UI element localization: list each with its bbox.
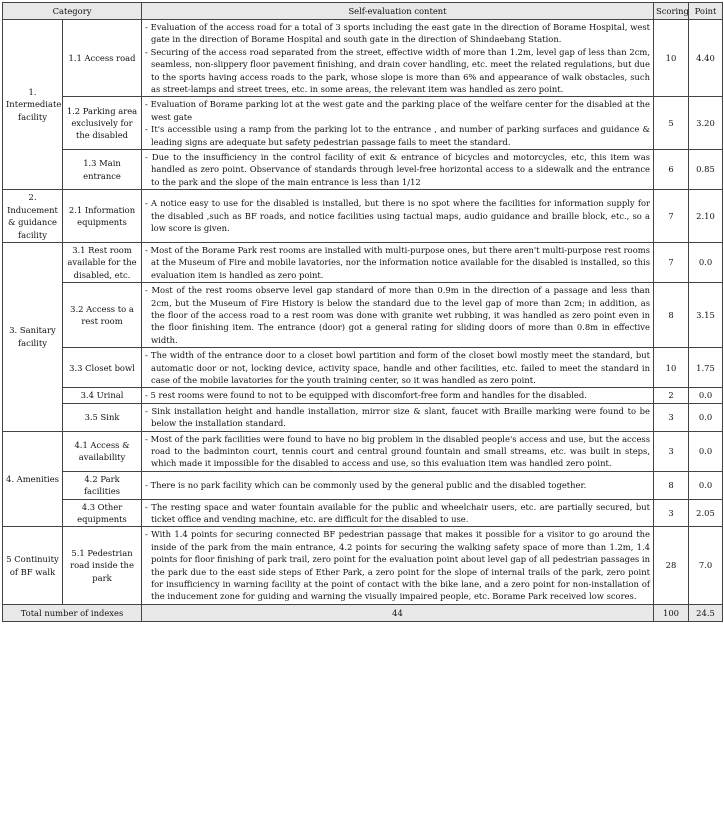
evaluation-content [142, 20, 654, 97]
point-value: 0.0 [689, 431, 723, 471]
point-value: 1.75 [689, 348, 723, 388]
evaluation-content [142, 431, 654, 471]
category-name: 4. Amenities [3, 431, 63, 527]
scoring-value: 6 [654, 150, 689, 190]
point-value: 4.40 [689, 20, 723, 97]
total-index-count: 44 [142, 604, 654, 621]
subcategory-name: 3.1 Rest room available for the disabled, etc. [63, 242, 142, 282]
point-value: 0.0 [689, 242, 723, 282]
table-row [3, 431, 723, 471]
subcategory-name: 3.3 Closet bowl [63, 348, 142, 388]
point-value: 0.0 [689, 388, 723, 403]
evaluation-item: - The resting space and water fountain available for the public and wheelchair users, etc. are partially secured, but ticket office and vending machine, etc. are difficult for the disabled to use. [145, 501, 650, 525]
subcategory-name: 3.5 Sink [63, 403, 142, 431]
table-row [3, 471, 723, 499]
evaluation-content [142, 242, 654, 282]
evaluation-item: - With 1.4 points for securing connected BF pedestrian passage that makes it possible for a visitor to go around the inside of the park from the main entrance, 4.2 points for securing the walking safety space of more than 1.2m, 1.4 points for floor finishing of park trail, zero point for the evaluation point about level gap of all pedestrian passages in the park due to the east side steps of Ether Park, a zero point for the slope of internal trails of the park, zero point for insufficiency in warning facility at the point of contact with the bike lane, and a zero point for non-installation of the inducement zone for guiding and warning the visually impaired people, etc. Borame Park received low scores. [145, 529, 650, 602]
subcategory-name: 3.2 Access to a rest room [63, 283, 142, 348]
subcategory-name: 1.2 Parking area exclusively for the disabled [63, 97, 142, 150]
scoring-value: 3 [654, 499, 689, 527]
evaluation-item: - Due to the insufficiency in the control facility of exit & entrance of bicycles and motorcycles, etc, this item was handled as zero point. Observance of standards through level-free horizontal access to a sidewalk and the entrance to the park and the slope of the main entrance is less than 1/12 [145, 152, 650, 187]
scoring-value: 3 [654, 403, 689, 431]
point-value: 0.0 [689, 403, 723, 431]
table-row [3, 388, 723, 403]
self-evaluation-table [2, 2, 723, 622]
header-content: Self-evaluation content [142, 3, 654, 20]
evaluation-content [142, 403, 654, 431]
evaluation-item: - Evaluation of the access road for a total of 3 sports including the east gate in the direction of Borame Hospital, west gate in the direction of Borame Hospital and south gate in the direction of Shindaebang Station. [145, 22, 650, 45]
scoring-value: 10 [654, 348, 689, 388]
evaluation-content [142, 190, 654, 243]
subcategory-name: 2.1 Information equipments [63, 190, 142, 243]
table-row [3, 499, 723, 527]
total-row [3, 604, 723, 621]
scoring-value: 7 [654, 190, 689, 243]
table-row [3, 348, 723, 388]
evaluation-item: - A notice easy to use for the disabled is installed, but there is no spot where the facilities for information supply for the disabled ,such as BF roads, and notice facilities using tactual maps, audio guidance and braille block, etc., so a low score is given. [145, 198, 650, 234]
point-value: 2.10 [689, 190, 723, 243]
evaluation-item: - Most of the park facilities were found to have no big problem in the disabled people's access and use, but the access road to the badminton court, tennis court and central ground fountain and small streams, etc. was built in steps, which made it impossible for the disabled to access and use, so this evaluation item was handled zero point. [145, 433, 650, 469]
table-row [3, 403, 723, 431]
evaluation-content [142, 388, 654, 403]
table-row [3, 283, 723, 348]
category-name: 1. Intermediate facility [3, 20, 63, 190]
scoring-value: 28 [654, 527, 689, 604]
header-row [3, 3, 723, 20]
total-scoring: 100 [654, 604, 689, 621]
table-row [3, 150, 723, 190]
subcategory-name: 1.3 Main entrance [63, 150, 142, 190]
category-name: 5 Continuity of BF walk [3, 527, 63, 604]
table-body [3, 20, 723, 605]
scoring-value: 5 [654, 97, 689, 150]
evaluation-item: - Sink installation height and handle installation, mirror size & slant, faucet with Braille marking were found to be below the installation standard. [145, 405, 650, 429]
scoring-value: 10 [654, 20, 689, 97]
evaluation-item: - It's accessible using a ramp from the parking lot to the entrance , and number of parking surfaces and guidance & leading signs are adequate but safety pedestrian passage fails to meet the standard. [145, 124, 650, 147]
evaluation-item: - There is no park facility which can be commonly used by the general public and the disabled together. [145, 480, 587, 491]
evaluation-item: - 5 rest rooms were found to not to be equipped with discomfort-free form and handles for the disabled. [145, 390, 587, 401]
evaluation-item: - The width of the entrance door to a closet bowl partition and form of the closet bowl mostly meet the standard, but automatic door or not, locking device, activity space, handle and other facilities, etc. failed to meet the standard in case of the mobile lavatories for the youth training center, so it was handled as zero point. [145, 350, 650, 385]
point-value: 3.15 [689, 283, 723, 348]
table-row [3, 20, 723, 97]
evaluation-content [142, 471, 654, 499]
point-value: 2.05 [689, 499, 723, 527]
total-label: Total number of indexes [3, 604, 142, 621]
subcategory-name: 4.2 Park facilities [63, 471, 142, 499]
category-name: 2. Inducement & guidance facility [3, 190, 63, 243]
subcategory-name: 4.3 Other equipments [63, 499, 142, 527]
scoring-value: 3 [654, 431, 689, 471]
scoring-value: 8 [654, 283, 689, 348]
point-value: 0.85 [689, 150, 723, 190]
header-scoring: Scoring [654, 3, 689, 20]
table-row [3, 527, 723, 604]
total-point: 24.5 [689, 604, 723, 621]
point-value: 7.0 [689, 527, 723, 604]
subcategory-name: 1.1 Access road [63, 20, 142, 97]
header-category: Category [3, 3, 142, 20]
subcategory-name: 5.1 Pedestrian road inside the park [63, 527, 142, 604]
evaluation-content [142, 97, 654, 150]
subcategory-name: 4.1 Access & availability [63, 431, 142, 471]
point-value: 0.0 [689, 471, 723, 499]
evaluation-content [142, 150, 654, 190]
evaluation-content [142, 283, 654, 348]
header-point: Point [689, 3, 723, 20]
table-row [3, 242, 723, 282]
table-row [3, 190, 723, 243]
evaluation-item: - Most of the Borame Park rest rooms are installed with multi-purpose ones, but there aren't multi-purpose rest rooms at the Museum of Fire and mobile lavatories, nor the information notice available for the disabled is installed, so this evaluation item is handled as zero point. [145, 244, 650, 280]
category-name: 3. Sanitary facility [3, 242, 63, 431]
scoring-value: 2 [654, 388, 689, 403]
scoring-value: 8 [654, 471, 689, 499]
scoring-value: 7 [654, 242, 689, 282]
point-value: 3.20 [689, 97, 723, 150]
evaluation-item: - Most of the rest rooms observe level gap standard of more than 0.9m in the direction of a passage and less than 2cm, but the Museum of Fire History is below the standard due to the level gap of more than 2cm; in addition, as the floor of the access road to a rest room was done with granite wet rubbing, it was handled as zero point even in the floor finishing item. The entrance (door) got a general rating for sliding doors of more than 0.8m in effective width. [145, 285, 650, 345]
evaluation-content [142, 527, 654, 604]
subcategory-name: 3.4 Urinal [63, 388, 142, 403]
evaluation-item: - Evaluation of Borame parking lot at the west gate and the parking place of the welfare center for the disabled at the west gate [145, 99, 650, 122]
evaluation-content [142, 499, 654, 527]
table-row [3, 97, 723, 150]
evaluation-item: - Securing of the access road separated from the street, effective width of more than 1.2m, level gap of less than 2cm, seamless, non-slippery floor pavement finishing, and drain cover handling, etc. meet the related regulations, but due to the sports having access roads to the park, whose slope is more than 6% and appearance of walk obstacles, such as street-lamps and street trees, etc. in some areas, the relevant item was handled as zero point. [145, 46, 650, 95]
evaluation-content [142, 348, 654, 388]
